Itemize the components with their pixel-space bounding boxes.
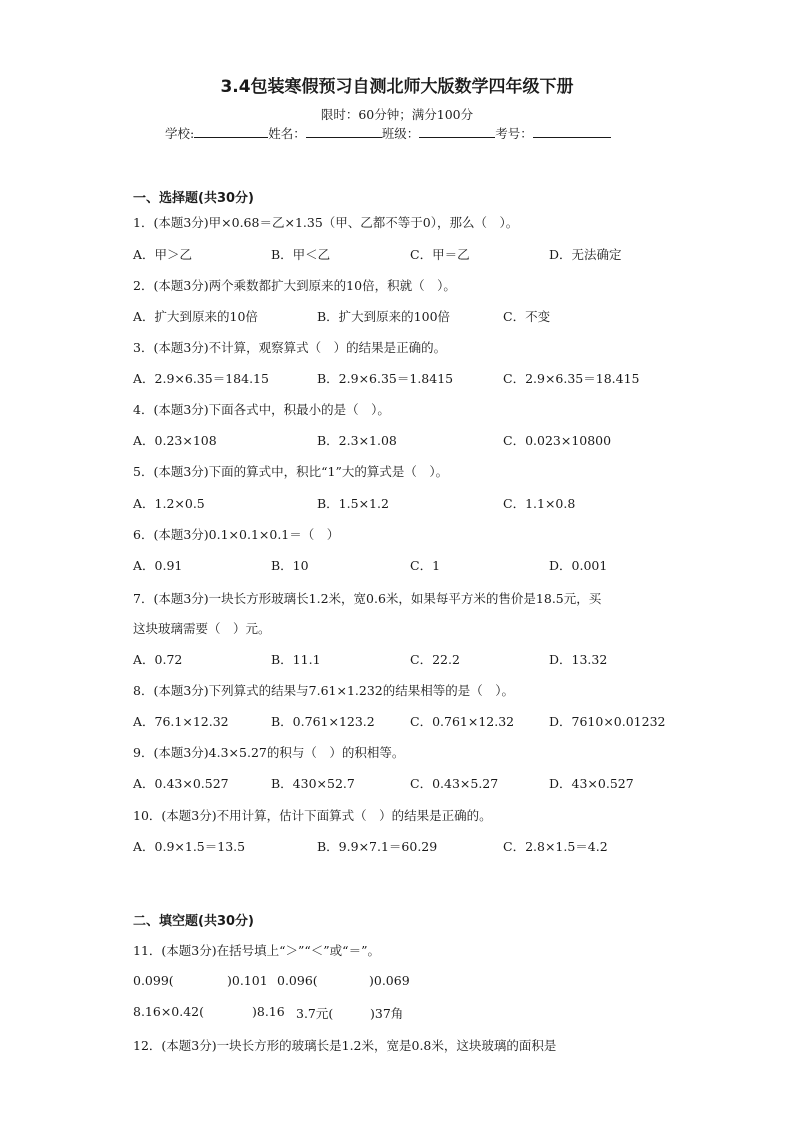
option-a[interactable]: A．2.9×6.35＝184.15 — [133, 371, 269, 386]
question-stem: 12．(本题3分)一块长方形的玻璃长是1.2米，宽是0.8米，这块玻璃的面积是 — [133, 1038, 557, 1053]
option-c[interactable]: C．22.2 — [410, 652, 460, 667]
question-stem: 4．(本题3分)下面各式中，积最小的是（ ）。 — [133, 402, 390, 417]
option-c[interactable]: C．0.023×10800 — [503, 433, 612, 448]
option-b[interactable]: B．甲＜乙 — [271, 247, 331, 262]
number-blank[interactable] — [533, 125, 611, 138]
option-a[interactable]: A．0.23×108 — [133, 433, 217, 448]
option-c[interactable]: C．2.9×6.35＝18.415 — [503, 371, 640, 386]
option-d[interactable]: D．7610×0.01232 — [549, 714, 666, 729]
student-info-line — [165, 124, 611, 142]
option-a[interactable]: A．扩大到原来的10倍 — [133, 309, 258, 324]
name-blank[interactable] — [306, 125, 382, 138]
question-stem: 9．(本题3分)4.3×5.27的积与（ ）的积相等。 — [133, 745, 405, 760]
school-label: 学校: — [165, 126, 195, 141]
compare-right: )37角 — [370, 1006, 404, 1021]
compare-right: )0.069 — [369, 973, 410, 988]
option-a[interactable]: A．0.43×0.527 — [133, 776, 229, 791]
option-a[interactable]: A．0.72 — [133, 652, 183, 667]
option-b[interactable]: B．9.9×7.1＝60.29 — [317, 839, 438, 854]
compare-right: )8.16 — [252, 1004, 285, 1019]
section-heading-choice: 一、选择题(共30分) — [133, 191, 254, 206]
option-c[interactable]: C．不变 — [503, 309, 551, 324]
option-a[interactable]: A．76.1×12.32 — [133, 714, 229, 729]
option-c[interactable]: C．0.43×5.27 — [410, 776, 499, 791]
option-d[interactable]: D．43×0.527 — [549, 776, 634, 791]
section-heading-fill: 二、填空题(共30分) — [133, 914, 254, 929]
compare-left: 0.096( — [277, 973, 318, 988]
option-c[interactable]: C．1 — [410, 558, 441, 573]
question-stem: 5．(本题3分)下面的算式中，积比“1”大的算式是（ ）。 — [133, 464, 449, 479]
name-label: 姓名： — [268, 126, 306, 141]
question-stem: 3．(本题3分)不计算，观察算式（ ）的结果是正确的。 — [133, 340, 447, 355]
question-stem: 1．(本题3分)甲×0.68＝乙×1.35（甲、乙都不等于0），那么（ ）。 — [133, 215, 519, 230]
number-label: 考号： — [495, 126, 533, 141]
question-stem: 6．(本题3分)0.1×0.1×0.1＝（ ） — [133, 527, 340, 542]
school-blank[interactable] — [194, 125, 268, 138]
option-b[interactable]: B．2.9×6.35＝1.8415 — [317, 371, 454, 386]
compare-left: 8.16×0.42( — [133, 1004, 205, 1019]
option-c[interactable]: C．0.761×12.32 — [410, 714, 515, 729]
class-blank[interactable] — [419, 125, 495, 138]
question-stem: 10．(本题3分)不用计算，估计下面算式（ ）的结果是正确的。 — [133, 808, 492, 823]
question-stem: 8．(本题3分)下列算式的结果与7.61×1.232的结果相等的是（ ）。 — [133, 683, 515, 698]
option-d[interactable]: D．13.32 — [549, 652, 608, 667]
option-b[interactable]: B．430×52.7 — [271, 776, 355, 791]
question-stem-continued: 这块玻璃需要（ ）元。 — [133, 621, 271, 636]
compare-left: 3.7元( — [296, 1006, 334, 1021]
option-a[interactable]: A．0.9×1.5＝13.5 — [133, 839, 246, 854]
option-b[interactable]: B．2.3×1.08 — [317, 433, 397, 448]
option-b[interactable]: B．11.1 — [271, 652, 321, 667]
option-d[interactable]: D．0.001 — [549, 558, 608, 573]
option-a[interactable]: A．1.2×0.5 — [133, 496, 205, 511]
option-c[interactable]: C．甲＝乙 — [410, 247, 470, 262]
option-d[interactable]: D．无法确定 — [549, 247, 622, 262]
option-b[interactable]: B．扩大到原来的100倍 — [317, 309, 451, 324]
option-b[interactable]: B．1.5×1.2 — [317, 496, 389, 511]
class-label: 班级： — [381, 126, 420, 141]
option-a[interactable]: A．甲＞乙 — [133, 247, 193, 262]
question-stem: 11．(本题3分)在括号填上“＞”“＜”或“＝”。 — [133, 943, 380, 958]
question-stem: 7．(本题3分)一块长方形玻璃长1.2米，宽0.6米，如果每平方米的售价是18.5元，买 — [133, 591, 602, 606]
question-stem: 2．(本题3分)两个乘数都扩大到原来的10倍，积就（ ）。 — [133, 278, 456, 293]
option-b[interactable]: B．10 — [271, 558, 309, 573]
option-c[interactable]: C．1.1×0.8 — [503, 496, 576, 511]
option-c[interactable]: C．2.8×1.5＝4.2 — [503, 839, 608, 854]
compare-right: )0.101 — [227, 973, 268, 988]
compare-left: 0.099( — [133, 973, 174, 988]
option-a[interactable]: A．0.91 — [133, 558, 183, 573]
time-limit-text: 限时：60分钟；满分100分 — [320, 107, 474, 122]
page-title: 3.4包装寒假预习自测北师大版数学四年级下册 — [220, 77, 574, 97]
option-b[interactable]: B．0.761×123.2 — [271, 714, 375, 729]
